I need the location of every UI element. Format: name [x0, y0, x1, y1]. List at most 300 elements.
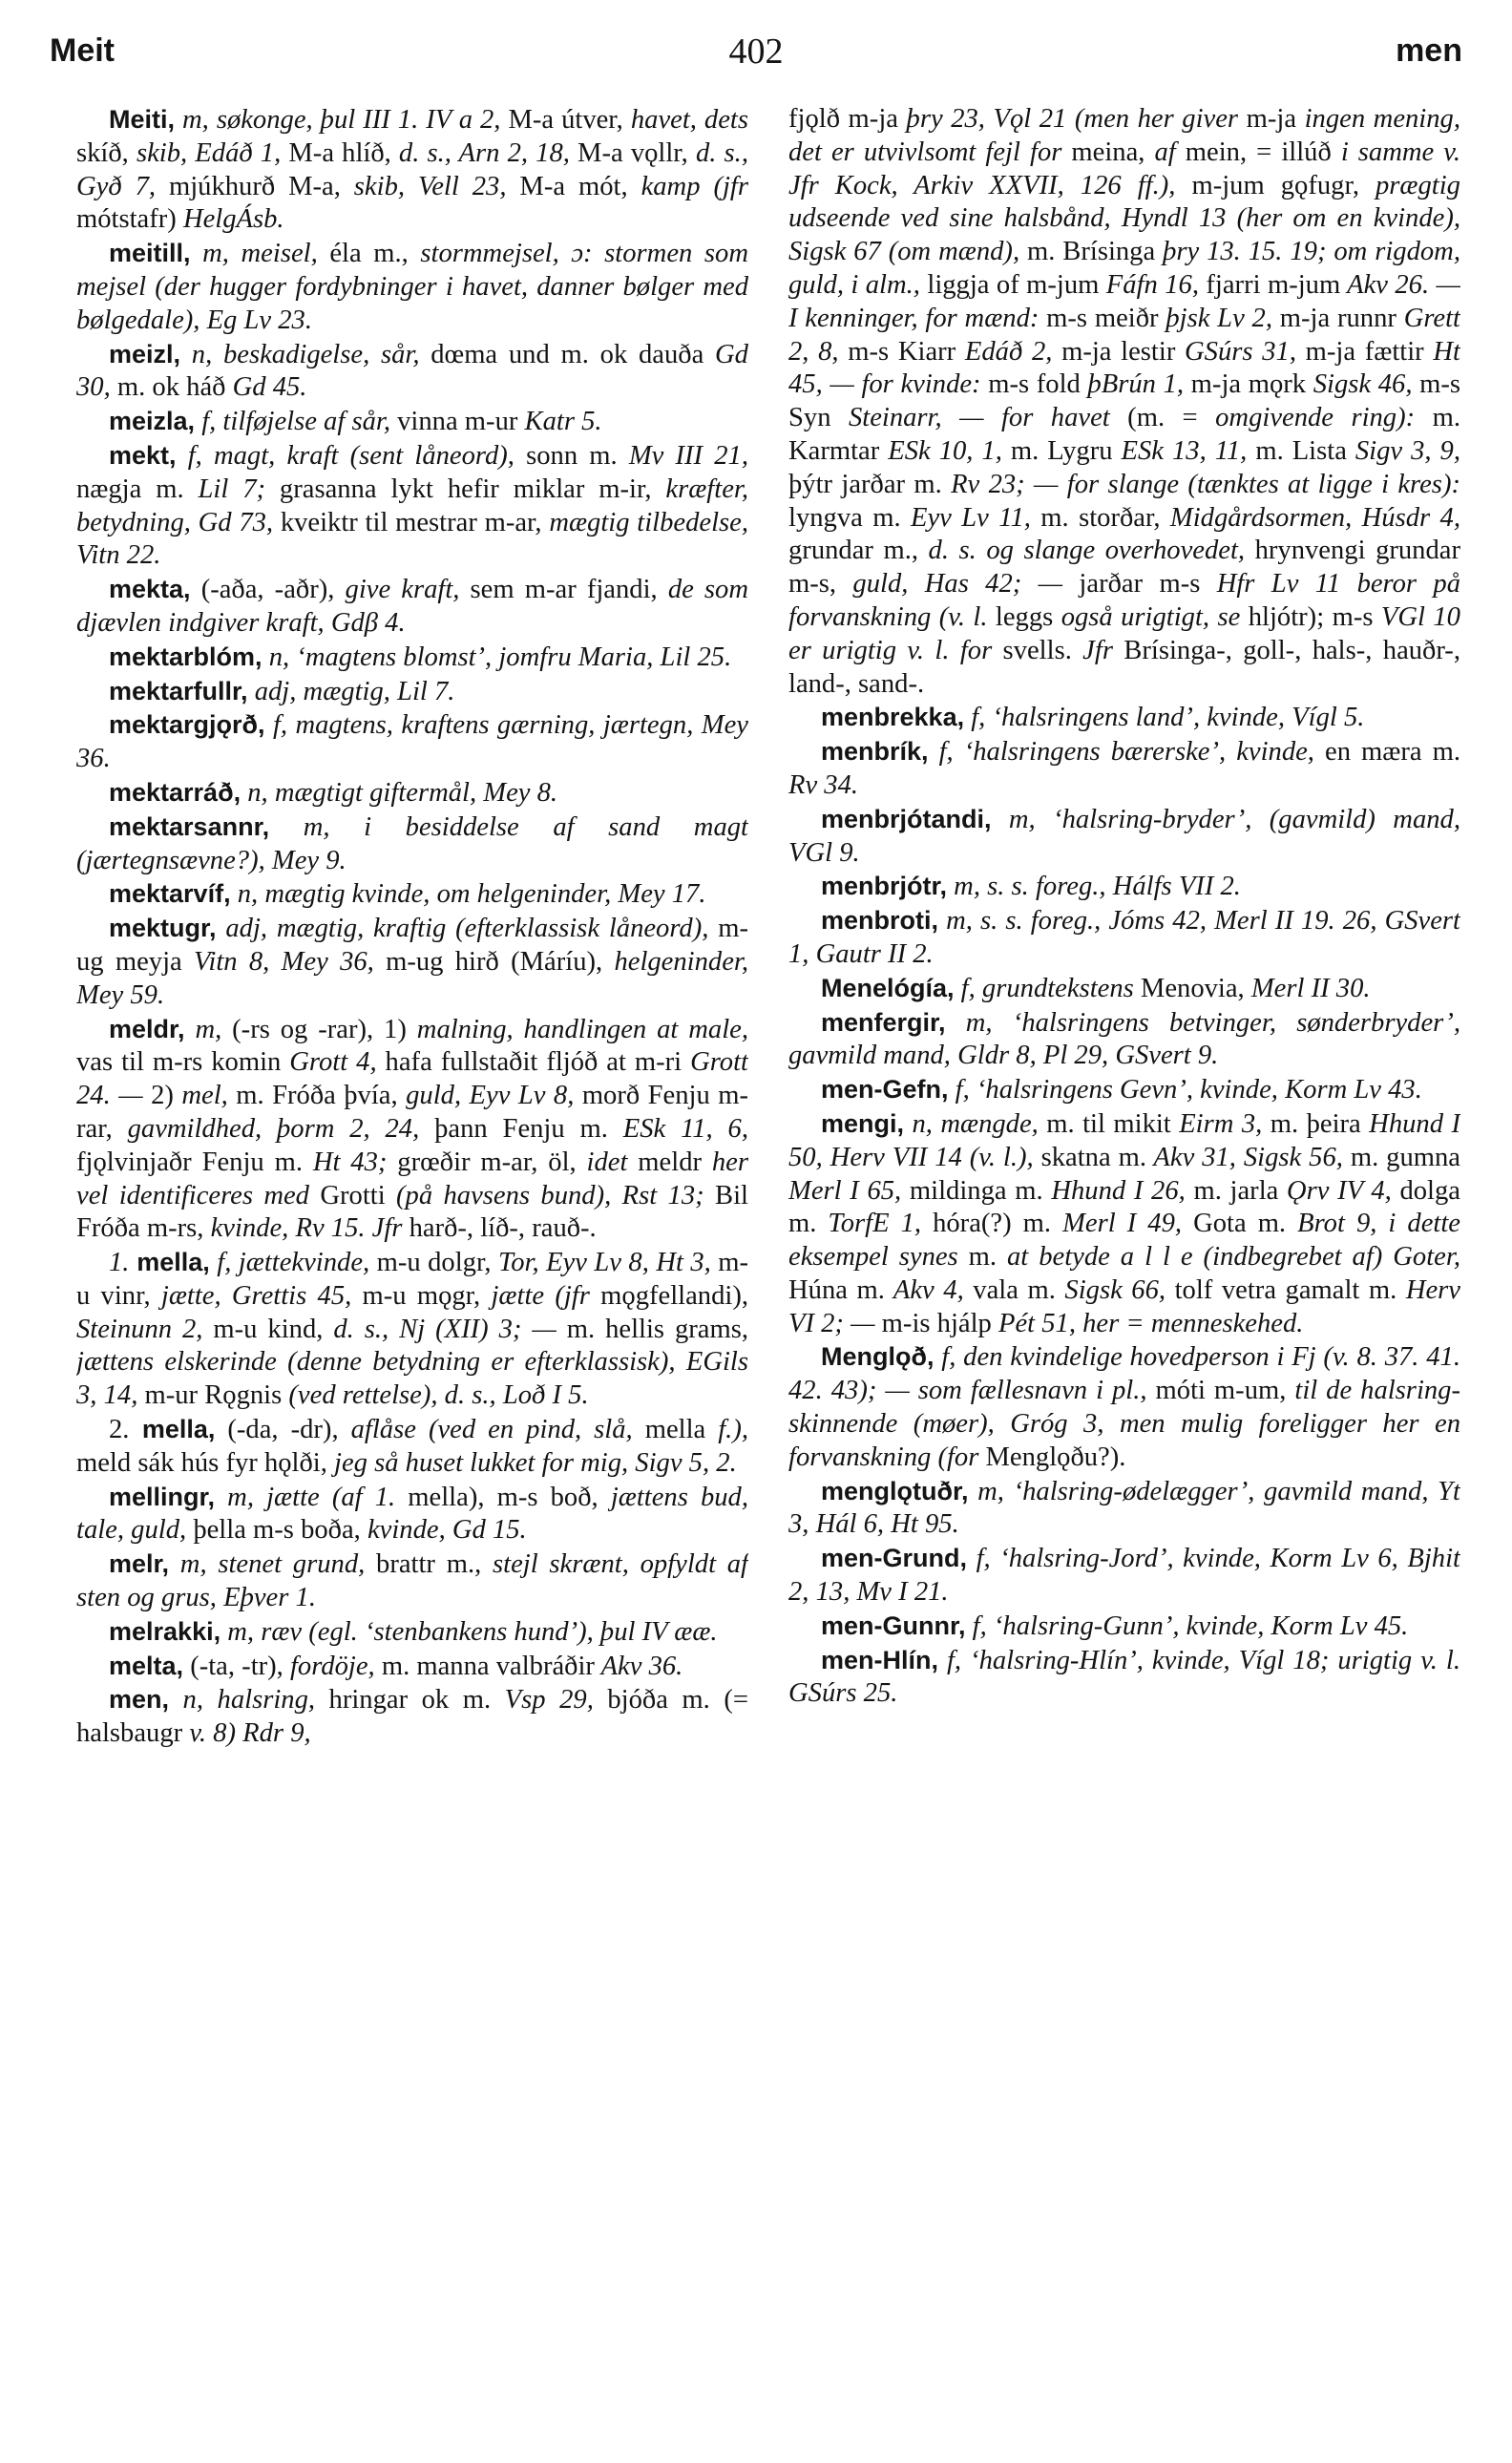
entry-text: meldr — [627, 1147, 703, 1177]
entry-definition: jættens elskerinde (denne betydning er efterklassisk), EGils 3, 14, — [76, 1347, 748, 1411]
entry-definition: d. s. og slange overhovedet, — [918, 536, 1246, 566]
entry-definition: Sigsk 46, — [1306, 369, 1413, 400]
entry-headword: meldr, — [109, 1014, 185, 1043]
entry-definition: Katr 5. — [517, 407, 602, 437]
dictionary-entry — [788, 1475, 1460, 1543]
dictionary-entry — [788, 972, 1460, 1006]
dictionary-entry — [76, 641, 748, 675]
entry-definition: Sigv 3, 9, — [1346, 435, 1460, 466]
entry-headword: meitill, — [109, 239, 191, 268]
entry-headword: men, — [109, 1685, 170, 1715]
entry-definition: n, beskadigelse, sår, — [180, 339, 420, 369]
entry-definition: m, søkonge, þul III 1. IV a 2, — [175, 105, 501, 135]
entry-text: dœma und m. ok dauða — [419, 339, 704, 369]
entry-text: nægja m. — [76, 474, 184, 504]
entry-text: vinna m-ur — [389, 407, 518, 437]
entry-definition: kvinde, Gd 15. — [360, 1515, 527, 1546]
entry-definition: jeg så huset lukket for mig, Sigv 5, 2. — [326, 1447, 737, 1478]
entry-text: bjóða m. (= — [593, 1685, 748, 1716]
entry-definition: f.), — [705, 1415, 748, 1445]
dictionary-entry — [76, 439, 748, 573]
entry-definition: Ht 45, — for kvinde: — [788, 336, 1460, 400]
entry-definition: stejl skrænt, opfyldt af sten og grus, Eþver 1. — [76, 1549, 748, 1613]
entry-definition: havet, dets — [622, 105, 748, 135]
entry-text: hafa fullstaðit fljóð at m-ri — [376, 1047, 682, 1078]
entry-definition: at betyde a l l e (indbegrebet af) Goter, — [997, 1242, 1460, 1273]
entry-text: mein, = illúð — [1175, 137, 1332, 167]
dictionary-entry — [788, 1644, 1460, 1712]
entry-definition: Akv 36. — [594, 1651, 683, 1681]
entry-definition: Vsp 29, — [491, 1685, 594, 1716]
entry-text: sonn m. — [514, 440, 618, 471]
entry-definition: n, ‘magtens blomst’, jomfru Maria, Lil 25. — [262, 642, 732, 672]
entry-text: svells. — [992, 635, 1072, 665]
entry-definition: þry 13. 15. 19; om rigdom, guld, i alm., — [788, 237, 1460, 300]
entry-text: mǫgfellandi), — [589, 1280, 748, 1311]
entry-headword: mekta, — [109, 575, 191, 604]
entry-text: m-s fold — [980, 369, 1081, 400]
entry-headword: mektarvíf, — [109, 879, 231, 909]
dictionary-entry — [788, 1340, 1460, 1474]
entry-text: m. Brísinga — [1019, 237, 1156, 267]
entry-text: skíð, — [76, 137, 129, 168]
dictionary-entry — [76, 1413, 748, 1481]
entry-text: grundar m., — [788, 536, 919, 566]
entry-definition: m, meisel, — [190, 239, 318, 269]
entry-definition: Lil 7; — [183, 474, 266, 504]
entry-definition: Herv VI 2; — — [788, 1274, 1460, 1338]
entry-text: m-ja — [1238, 104, 1297, 134]
entry-definition: f, ‘halsringens land’, kvinde, Vígl 5. — [964, 703, 1365, 733]
entry-text: hringar ok m. — [315, 1685, 492, 1716]
entry-definition: m, — [184, 1014, 222, 1044]
dictionary-entry — [76, 1481, 748, 1548]
entry-text: móti m-um, — [1146, 1376, 1287, 1406]
entry-definition: kamp (jfr — [627, 171, 748, 201]
page-header — [50, 25, 1462, 78]
entry-text: mella), m-s boð, — [395, 1482, 598, 1512]
entry-text: m-u vinr, — [76, 1248, 748, 1311]
entry-definition: omgivende ring): — [1197, 403, 1416, 433]
entry-text: m-u dolgr, — [369, 1248, 492, 1278]
entry-definition: Akv 4, — [884, 1274, 964, 1305]
dictionary-entry — [76, 1547, 748, 1615]
entry-text: hljótr); — [1240, 601, 1325, 632]
entry-definition: Akv 26. — I kenninger, for mænd: — [788, 269, 1460, 333]
dictionary-entry — [76, 810, 748, 878]
entry-text: Húna m. — [788, 1274, 885, 1305]
entry-definition: m, s. s. foreg., Jóms 42, Merl II 19. 26, GSvert 1, Gautr II 2. — [788, 906, 1460, 969]
dictionary-entry — [76, 103, 748, 237]
entry-text: dolga m. — [788, 1175, 1460, 1239]
entry-definition: m, s. s. foreg., Hálfs VII 2. — [947, 872, 1241, 902]
entry-definition: þBrún 1, — [1080, 369, 1185, 400]
entry-definition: her vel identificeres med — [76, 1147, 748, 1210]
entry-definition: Sigsk 66, — [1055, 1274, 1166, 1305]
entry-definition: prægtig udseende ved sine halsbånd, Hyndl 13 (her om en kvinde), Sigsk 67 (om mænd), — [788, 170, 1460, 267]
entry-definition: Grott 4, — [281, 1047, 377, 1078]
entry-headword: mekt, — [109, 440, 177, 470]
entry-text: m-u kind, — [202, 1314, 324, 1344]
entry-text: en mæra m. — [1313, 737, 1460, 768]
entry-text: m-u mǫgr, — [351, 1280, 481, 1311]
entry-definition: give kraft, — [334, 575, 460, 605]
entry-text: m. Lygru — [1001, 435, 1113, 466]
entry-text: m-s Kiarr — [838, 336, 956, 367]
dictionary-entry — [76, 776, 748, 810]
entry-definition: guld, Eyv Lv 8, — [397, 1081, 575, 1111]
entry-definition: Hhund I 26, — [1042, 1175, 1186, 1206]
entry-definition: adj, mægtig, kraftig (efterklassisk låneord), — [216, 914, 709, 944]
entry-text: m-s Syn — [788, 369, 1460, 433]
entry-definition: ingen mening, det er utvivlsomt fejl for — [788, 104, 1460, 167]
dictionary-entry — [788, 904, 1460, 972]
dictionary-entry — [788, 1107, 1460, 1341]
entry-definition: mægtig tilbedelse, Vitn 22. — [76, 507, 748, 571]
entry-text: m. Fróða þvía, — [227, 1081, 398, 1111]
entry-text: m. Lista — [1247, 435, 1347, 466]
entry-text: m-s — [1324, 601, 1374, 632]
entry-headword: mektargjǫrð, — [109, 710, 265, 740]
entry-definition: Merl I 65, — [788, 1175, 902, 1206]
entry-definition: Grett 2, 8, — [788, 303, 1460, 367]
entry-definition: f, magt, kraft (sent låneord), — [176, 440, 514, 471]
entry-definition: mel, — [173, 1081, 228, 1111]
dictionary-entry — [788, 803, 1460, 871]
entry-text: m. ok háð — [110, 372, 226, 403]
entry-definition: Brot 9, i dette eksempel synes — [788, 1209, 1460, 1273]
entry-headword: mektarráð, — [109, 777, 242, 807]
entry-text: M-a útver, — [500, 105, 623, 135]
entry-text: mjúkhurð M-a, — [156, 171, 341, 201]
entry-text: m-ur Rǫgnis — [137, 1380, 283, 1411]
entry-definition: Mv III 21, — [617, 440, 748, 471]
entry-definition: Merl II 30. — [1244, 973, 1371, 1003]
entry-text: m-ja lestir — [1052, 336, 1176, 367]
dictionary-entry — [76, 1013, 748, 1247]
entry-definition: skib, Edáð 1, — [128, 137, 282, 168]
dictionary-entry — [76, 675, 748, 709]
entry-text: m. þeira — [1262, 1108, 1361, 1139]
entry-definition: f, jættekvinde, — [209, 1248, 370, 1278]
entry-text: m-s meiðr — [1039, 303, 1159, 333]
entry-headword: mellingr, — [109, 1482, 216, 1511]
entry-definition: Vitn 8, Mey 36, — [181, 946, 374, 977]
entry-text: Grotti — [308, 1180, 386, 1210]
dictionary-entry — [76, 338, 748, 406]
entry-definition: adj, mægtig, Lil 7. — [247, 676, 455, 706]
entry-text: þella m-s boða, — [186, 1515, 361, 1546]
entry-definition: Steinunn 2, — [76, 1314, 203, 1344]
dictionary-entry — [788, 870, 1460, 904]
entry-text: vas til m-rs komin — [76, 1047, 282, 1078]
entry-text: 2. — [109, 1415, 130, 1445]
entry-definition: de som djævlen indgiver kraft, Gdβ 4. — [76, 575, 748, 638]
entry-headword: mengi, — [821, 1108, 905, 1138]
dictionary-entry — [788, 1006, 1460, 1074]
entry-definition: m, ‘halsring-ødelægger’, gavmild mand, Yt 3, Hál 6, Ht 95. — [788, 1476, 1460, 1540]
entry-definition: VGl 10 er urigtig v. l. for — [788, 601, 1460, 665]
entry-definition: (ved rettelse), d. s., Loð I 5. — [282, 1380, 589, 1411]
entry-headword: mektarsannr, — [109, 811, 270, 841]
entry-definition: Fáfn 16, — [1099, 269, 1199, 300]
entry-text: brattr m., — [365, 1549, 482, 1580]
entry-text: M-a hlíð, — [281, 137, 391, 168]
entry-headword: menglǫtuðr, — [821, 1476, 969, 1505]
entry-definition: af — [1144, 137, 1176, 167]
entry-text: meld sák hús fyr hǫlði, — [76, 1447, 327, 1478]
entry-headword: men-Grund, — [821, 1544, 967, 1573]
entry-headword: men-Gefn, — [821, 1075, 949, 1105]
entry-headword: melr, — [109, 1549, 170, 1579]
entry-definition: Akv 31, Sigsk 56, — [1146, 1142, 1343, 1172]
entry-text: m-is hjálp — [874, 1308, 992, 1338]
entry-text: jarðar m-s — [1062, 569, 1201, 600]
entry-text: (-ta, -tr), — [183, 1651, 284, 1681]
entry-definition: også urigtigt, se — [1053, 601, 1241, 632]
entry-headword: melrakki, — [109, 1616, 221, 1646]
entry-definition: jættens bud, tale, guld, — [76, 1482, 748, 1546]
entry-definition: v. 8) Rdr 9, — [182, 1718, 311, 1749]
entry-text: sem m-ar fjandi, — [459, 575, 658, 605]
entry-text: m. manna valbráðir — [374, 1651, 595, 1681]
entry-text: M-a vǫllr, — [569, 137, 688, 168]
entry-text: fjǫlvinjaðr Fenju m. — [76, 1147, 303, 1177]
dictionary-entry — [76, 912, 748, 1012]
entry-text: m-ug meyja — [76, 914, 748, 977]
entry-definition: Rv 34. — [788, 769, 859, 800]
entry-definition: ESk 11, 6, — [607, 1113, 748, 1144]
entry-definition: d. s., Arn 2, 18, — [390, 137, 570, 168]
entry-definition: idet — [576, 1147, 628, 1177]
entry-text: meina, — [1061, 137, 1145, 167]
entry-text: mótstafr) — [76, 204, 177, 235]
entry-definition: n, mægtigt giftermål, Mey 8. — [241, 777, 558, 808]
entry-definition: helgeninder, Mey 59. — [76, 946, 748, 1010]
entry-text: Menglǫðu?). — [978, 1442, 1126, 1472]
entry-definition: jætte, Grettis 45, — [150, 1280, 352, 1311]
entry-definition: til de halsring-skinnende (møer), Gróg 3, men mulig foreligger her en forvanskning (for — [788, 1376, 1460, 1472]
entry-headword: Menglǫð, — [821, 1342, 934, 1372]
entry-text: m-ja mǫrk — [1184, 369, 1307, 400]
running-head-right: men — [1396, 32, 1462, 69]
entry-definition: i samme v. Jfr Kock, Arkiv XXVII, 126 ff.), — [788, 137, 1460, 200]
entry-definition: guld, Has 42; — — [836, 569, 1063, 600]
entry-headword: men-Hlín, — [821, 1645, 939, 1674]
entry-definition: TorfE 1, — [816, 1209, 922, 1239]
entry-text: fjǫlð m-ja — [788, 104, 898, 134]
entry-text: þýtr jarðar m. — [788, 469, 942, 499]
entry-text: 2) — [142, 1081, 174, 1111]
entry-definition: Hfr Lv 11 beror på forvanskning (v. l. — [788, 569, 1460, 632]
entry-definition: stormmejsel, ɔ: stormen som mejsel (der hugger fordybninger i havet, danner bølger med bølgedale), Eg Lv 23. — [76, 239, 748, 335]
entry-definition: HelgÁsb. — [176, 204, 284, 235]
dictionary-entry — [76, 877, 748, 912]
entry-text: m-ja runnr — [1272, 303, 1396, 333]
entry-text: mildinga m. — [901, 1175, 1043, 1206]
dictionary-entry — [788, 735, 1460, 803]
entry-definition: m, jætte (af 1. — [215, 1482, 396, 1512]
entry-definition: Pét 51, her = menneskehed. — [991, 1308, 1304, 1338]
entry-text: (-rs og -rar), 1) — [221, 1014, 407, 1044]
dictionary-entry — [788, 1073, 1460, 1107]
entry-definition: f, ‘halsring-Gunn’, kvinde, Korm Lv 45. — [965, 1610, 1409, 1641]
entry-text: skatna m. — [1033, 1142, 1146, 1172]
entry-text: M-a mót, — [506, 171, 628, 201]
entry-text: Gota m. — [1182, 1209, 1287, 1239]
entry-definition: Rv 23; — for slange (tænktes at ligge i kres): — [941, 469, 1460, 499]
entry-definition: Grott 24. — — [76, 1047, 748, 1111]
entry-definition: Jfr — [1071, 635, 1113, 665]
entry-definition: f, ‘halsring-Hlín’, kvinde, Vígl 18; urigtig v. l. GSúrs 25. — [788, 1645, 1460, 1709]
entry-definition: n, mægtig kvinde, om helgeninder, Mey 17. — [230, 879, 706, 910]
entry-headword: menbrjótandi, — [821, 804, 992, 833]
entry-definition: ESk 10, 1, — [879, 435, 1002, 466]
entry-text: mella — [632, 1415, 706, 1445]
entry-headword: menbrík, — [821, 737, 929, 767]
entry-text: (m. = — [1109, 403, 1198, 433]
entry-definition: m, ræv (egl. ‘stenbankens hund’), þul IV ææ. — [220, 1616, 718, 1647]
entry-definition: Ǫrv IV 4, — [1278, 1175, 1392, 1206]
entry-definition: m, i besiddelse af sand magt (jærtegnsævne?), Mey 9. — [76, 811, 748, 875]
entry-text: m-ja fættir — [1295, 336, 1424, 367]
entry-headword: mektugr, — [109, 914, 217, 943]
dictionary-entry — [76, 1615, 748, 1650]
entry-definition: Eirm 3, — [1170, 1108, 1263, 1139]
entry-definition: d. s., Nj (XII) 3; — — [323, 1314, 556, 1344]
dictionary-entry — [76, 708, 748, 776]
entry-definition: Gd 45. — [225, 372, 307, 403]
entry-text: tolf vetra gamalt m. — [1166, 1274, 1397, 1305]
entry-definition: f, den kvindelige hovedperson i Fj (v. 8. 37. 41. 42. 43); — som fællesnavn i pl., — [788, 1342, 1460, 1406]
entry-text: hóra(?) m. — [921, 1209, 1052, 1239]
dictionary-entry — [76, 1246, 748, 1413]
entry-headword: menbrekka, — [821, 703, 965, 732]
entry-definition: f, ‘halsringens bærerske’, kvinde, — [928, 737, 1314, 768]
entry-text: harð-, líð-, rauð-. — [402, 1213, 597, 1244]
entry-definition: malning, handlingen at male, — [406, 1014, 748, 1044]
entry-headword: menbrjótr, — [821, 872, 948, 901]
entry-definition: fordöje, — [283, 1651, 375, 1681]
entry-text: Menovia, — [1133, 973, 1245, 1003]
entry-definition: þry 23, Vǫl 21 (men her giver — [897, 104, 1239, 134]
entry-text: grœðir m-ar, öl, — [387, 1147, 577, 1177]
entry-definition: Eyv Lv 11, — [900, 502, 1031, 533]
entry-text: lyngva m. — [788, 502, 901, 533]
entry-definition: 1. — [109, 1248, 130, 1278]
dictionary-entry — [788, 1610, 1460, 1644]
entry-definition: m, ‘halsringens betvinger, sønderbryder’, gavmild mand, Gldr 8, Pl 29, GSvert 9. — [788, 1007, 1460, 1071]
entry-text: éla m., — [317, 239, 409, 269]
entry-text: morð Fenju m-rar, — [76, 1081, 748, 1144]
entry-text: (-da, -dr), — [215, 1415, 339, 1445]
entry-text: fjarri m-jum — [1198, 269, 1341, 300]
entry-definition: f, grundtekstens — [954, 973, 1134, 1003]
entry-definition: kræfter, betydning, Gd 73, — [76, 474, 748, 537]
entry-definition: GSúrs 31, — [1175, 336, 1296, 367]
running-head-left: Meit — [50, 32, 115, 69]
dictionary-entry — [76, 573, 748, 641]
dictionary-entry — [788, 701, 1460, 735]
entry-text: kveiktr til mestrar m-ar, — [273, 507, 542, 537]
entry-headword: mektarblóm, — [109, 642, 262, 671]
entry-text: grasanna lykt hefir miklar m-ir, — [265, 474, 652, 504]
entry-definition: Merl I 49, — [1051, 1209, 1183, 1239]
entry-text: halsbaugr — [76, 1718, 183, 1749]
entry-headword: Meiti, — [109, 105, 176, 134]
entry-text: hrynvengi grundar m-s, — [788, 536, 1460, 600]
entry-text: m. jarla — [1185, 1175, 1279, 1206]
entry-text: leggs — [987, 601, 1054, 632]
entry-headword: mella, — [129, 1415, 216, 1444]
dictionary-entry — [76, 1650, 748, 1684]
entry-definition: f, magtens, kraftens gærning, jærtegn, Mey 36. — [76, 710, 748, 774]
entry-definition: m, stenet grund, — [169, 1549, 366, 1580]
right-column — [788, 103, 1460, 2432]
entry-definition: kvinde, Rv 15. Jfr — [203, 1213, 403, 1244]
entry-definition: Edáð 2, — [956, 336, 1053, 367]
entry-definition: Tor, Eyv Lv 8, Ht 3, — [491, 1248, 711, 1278]
entry-definition: ESk 13, 11, — [1112, 435, 1248, 466]
dictionary-entry — [76, 405, 748, 439]
page-number: 402 — [728, 32, 784, 72]
entry-text: Bil Fróða m-rs, — [76, 1180, 748, 1244]
entry-headword: meizla, — [109, 407, 196, 436]
entry-headword: menfergir, — [821, 1007, 946, 1037]
entry-text: liggja of m-jum — [919, 269, 1100, 300]
entry-definition: Ht 43; — [302, 1147, 388, 1177]
dictionary-entry — [788, 103, 1460, 701]
entry-definition: þjsk Lv 2, — [1158, 303, 1272, 333]
entry-headword: mella, — [129, 1248, 210, 1277]
entry-text: m. til mikit — [1038, 1108, 1171, 1139]
entry-text: m. hellis grams, — [556, 1314, 748, 1344]
entry-text: þann Fenju m. — [419, 1113, 608, 1144]
entry-definition: f, tilføjelse af sår, — [195, 407, 390, 437]
entry-headword: menbroti, — [821, 906, 939, 936]
entry-text: m. Karmtar — [788, 403, 1460, 466]
dictionary-entry — [788, 1542, 1460, 1610]
entry-definition: Gd 30, — [76, 339, 748, 403]
entry-text: m. gumna — [1342, 1142, 1460, 1172]
entry-text: m. — [957, 1242, 998, 1273]
entry-headword: Menelógía, — [821, 973, 955, 1002]
entry-headword: men-Gunnr, — [821, 1610, 966, 1640]
entry-definition: n, mængde, — [904, 1108, 1039, 1139]
entry-text: m-ug hirð (Máríu), — [373, 946, 603, 977]
dictionary-entry — [76, 237, 748, 337]
entry-headword: mektarfullr, — [109, 676, 248, 705]
entry-text: (-aða, -aðr), — [190, 575, 335, 605]
entry-definition: d. s., Gyð 7, — [76, 137, 748, 201]
entry-definition: Midgårdsormen, Húsdr 4, — [1160, 502, 1460, 533]
entry-definition: f, ‘halsring-Jord’, kvinde, Korm Lv 6, Bjhit 2, 13, Mv I 21. — [788, 1544, 1460, 1608]
entry-definition: n, halsring, — [169, 1685, 316, 1716]
entry-definition: f, ‘halsringens Gevn’, kvinde, Korm Lv 43. — [948, 1075, 1422, 1105]
dictionary-entry — [76, 1683, 748, 1751]
entry-definition: aflåse (ved en pind, slå, — [338, 1415, 633, 1445]
entry-headword: melta, — [109, 1651, 184, 1680]
entry-definition: jætte (jfr — [480, 1280, 590, 1311]
entry-text: m. storðar, — [1030, 502, 1161, 533]
entry-text: m-jum gǫfugr, — [1175, 170, 1359, 200]
entry-definition: gavmildhed, þorm 2, 24, — [112, 1113, 420, 1144]
entry-definition: (på havsens bund), Rst 13; — [385, 1180, 704, 1210]
entry-headword: meizl, — [109, 339, 181, 368]
entry-text: vala m. — [963, 1274, 1056, 1305]
left-column — [76, 103, 748, 2432]
entry-definition: Hhund I 50, Herv VII 14 (v. l.), — [788, 1108, 1460, 1172]
